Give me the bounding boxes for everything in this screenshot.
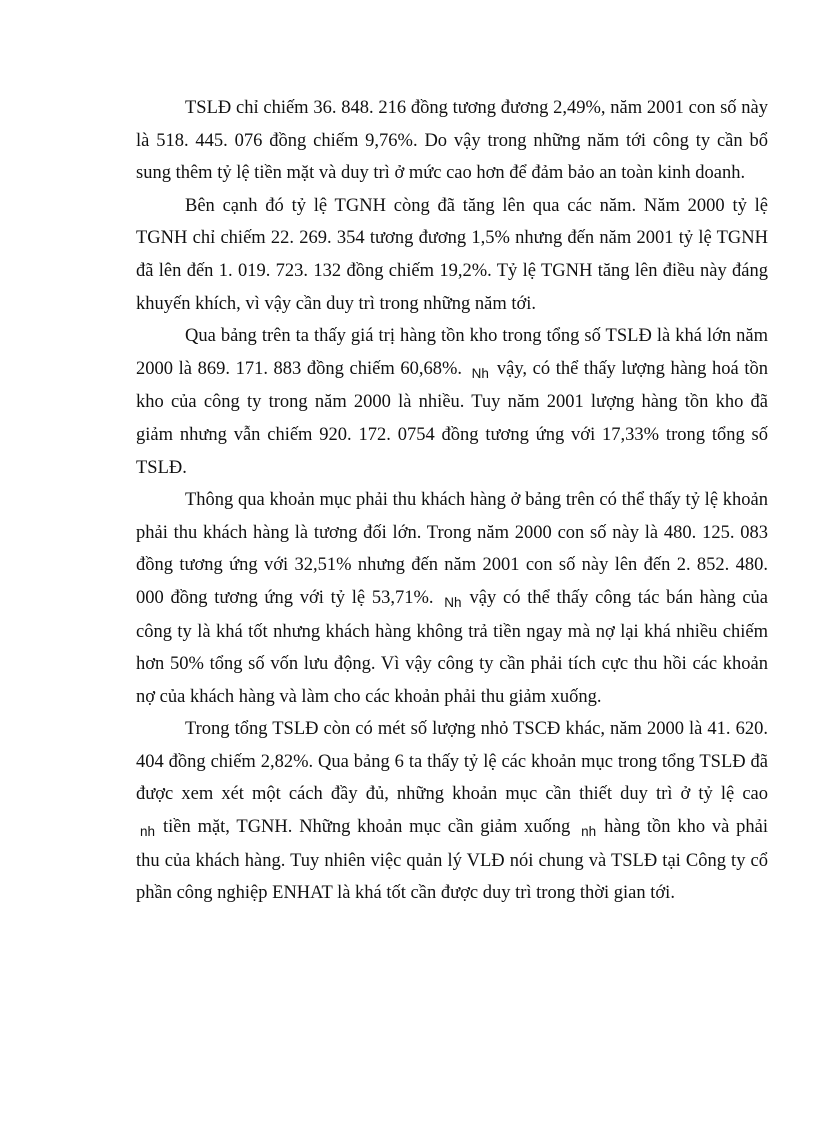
text-run: vậy, có thể thấy lượng hàng hoá tồn kho của công ty trong năm 2000 là nhiều. Tuy năm 2001 lượng hàng tồn kho đã giảm nhưng vẫn chiếm 920. 172. 0754 đồng tương ứng với 17,33% trong tổng số TSLĐ. [136,358,768,478]
small-fragment: Nh [471,365,489,381]
text-run: Thông qua khoản mục phải thu khách hàng ở bảng trên có thể thấy tỷ lệ khoản phải thu khách hàng là tương đối lớn. Trong năm 2000 con số này là 480. 125. 083 đồng tương ứng với 32,51% nhưng đến năm 2001 con số này lên đến 2. 852. 480. 000 đồng tương ứng với tỷ lệ 53,71%. [136,490,768,608]
paragraph-receivables [136,484,768,713]
paragraph-cash-ratio [136,92,768,190]
small-fragment: nh [140,824,156,840]
text-run: hàng tồn kho và phải thu của khách hàng. Tuy nhiên việc quản lý VLĐ nói chung và TSLĐ tại Công ty cổ phần công nghiệp ENHAT là khá tốt cần được duy trì trong thời gian tới. [136,817,768,904]
paragraph-summary [136,713,768,910]
text-run: Trong tổng TSLĐ còn có mét số lượng nhỏ TSCĐ khác, năm 2000 là 41. 620. 404 đồng chiếm 2,82%. Qua bảng 6 ta thấy tỷ lệ các khoản mục trong tổng TSLĐ đã được xem xét một cách đầy đủ, những khoản mục cần thiết duy trì ở tỷ lệ cao [136,719,768,805]
text-run: Bên cạnh đó tỷ lệ TGNH còng đã tăng lên qua các năm. Năm 2000 tỷ lệ TGNH chỉ chiếm 22. 269. 354 tương đương 1,5% nhưng đến năm 2001 tỷ lệ TGNH đã lên đến 1. 019. 723. 132 đồng chiếm 19,2%. Tỷ lệ TGNH tăng lên điều này đáng khuyến khích, vì vậy cần duy trì trong những năm tới. [136,195,768,314]
paragraph-inventory [136,320,768,484]
body-text [136,92,768,910]
text-run: tiền mặt, TGNH. Những khoản mục cần giảm xuống [163,817,578,838]
small-fragment: Nh [444,594,462,610]
small-fragment: nh [581,824,597,840]
paragraph-bank-deposits [136,190,768,320]
text-run: vậy có thể thấy công tác bán hàng của công ty là khá tốt nhưng khách hàng không trả tiền ngay mà nợ lại khá nhiều chiếm hơn 50% tổng số vốn lưu động. Vì vậy công ty cần phải tích cực thu hồi các khoản nợ của khách hàng và làm cho các khoản phải thu giảm xuống. [136,587,768,707]
text-run: Qua bảng trên ta thấy giá trị hàng tồn kho trong tổng số TSLĐ là khá lớn năm 2000 là 869. 171. 883 đồng chiếm 60,68%. [136,326,768,379]
text-run: TSLĐ chỉ chiếm 36. 848. 216 đồng tương đương 2,49%, năm 2001 con số này là 518. 445. 076 đồng chiếm 9,76%. Do vậy trong những năm tới công ty cần bổ sung thêm tỷ lệ tiền mặt và duy trì ở mức cao hơn để đảm bảo an toàn kinh doanh. [136,98,768,184]
